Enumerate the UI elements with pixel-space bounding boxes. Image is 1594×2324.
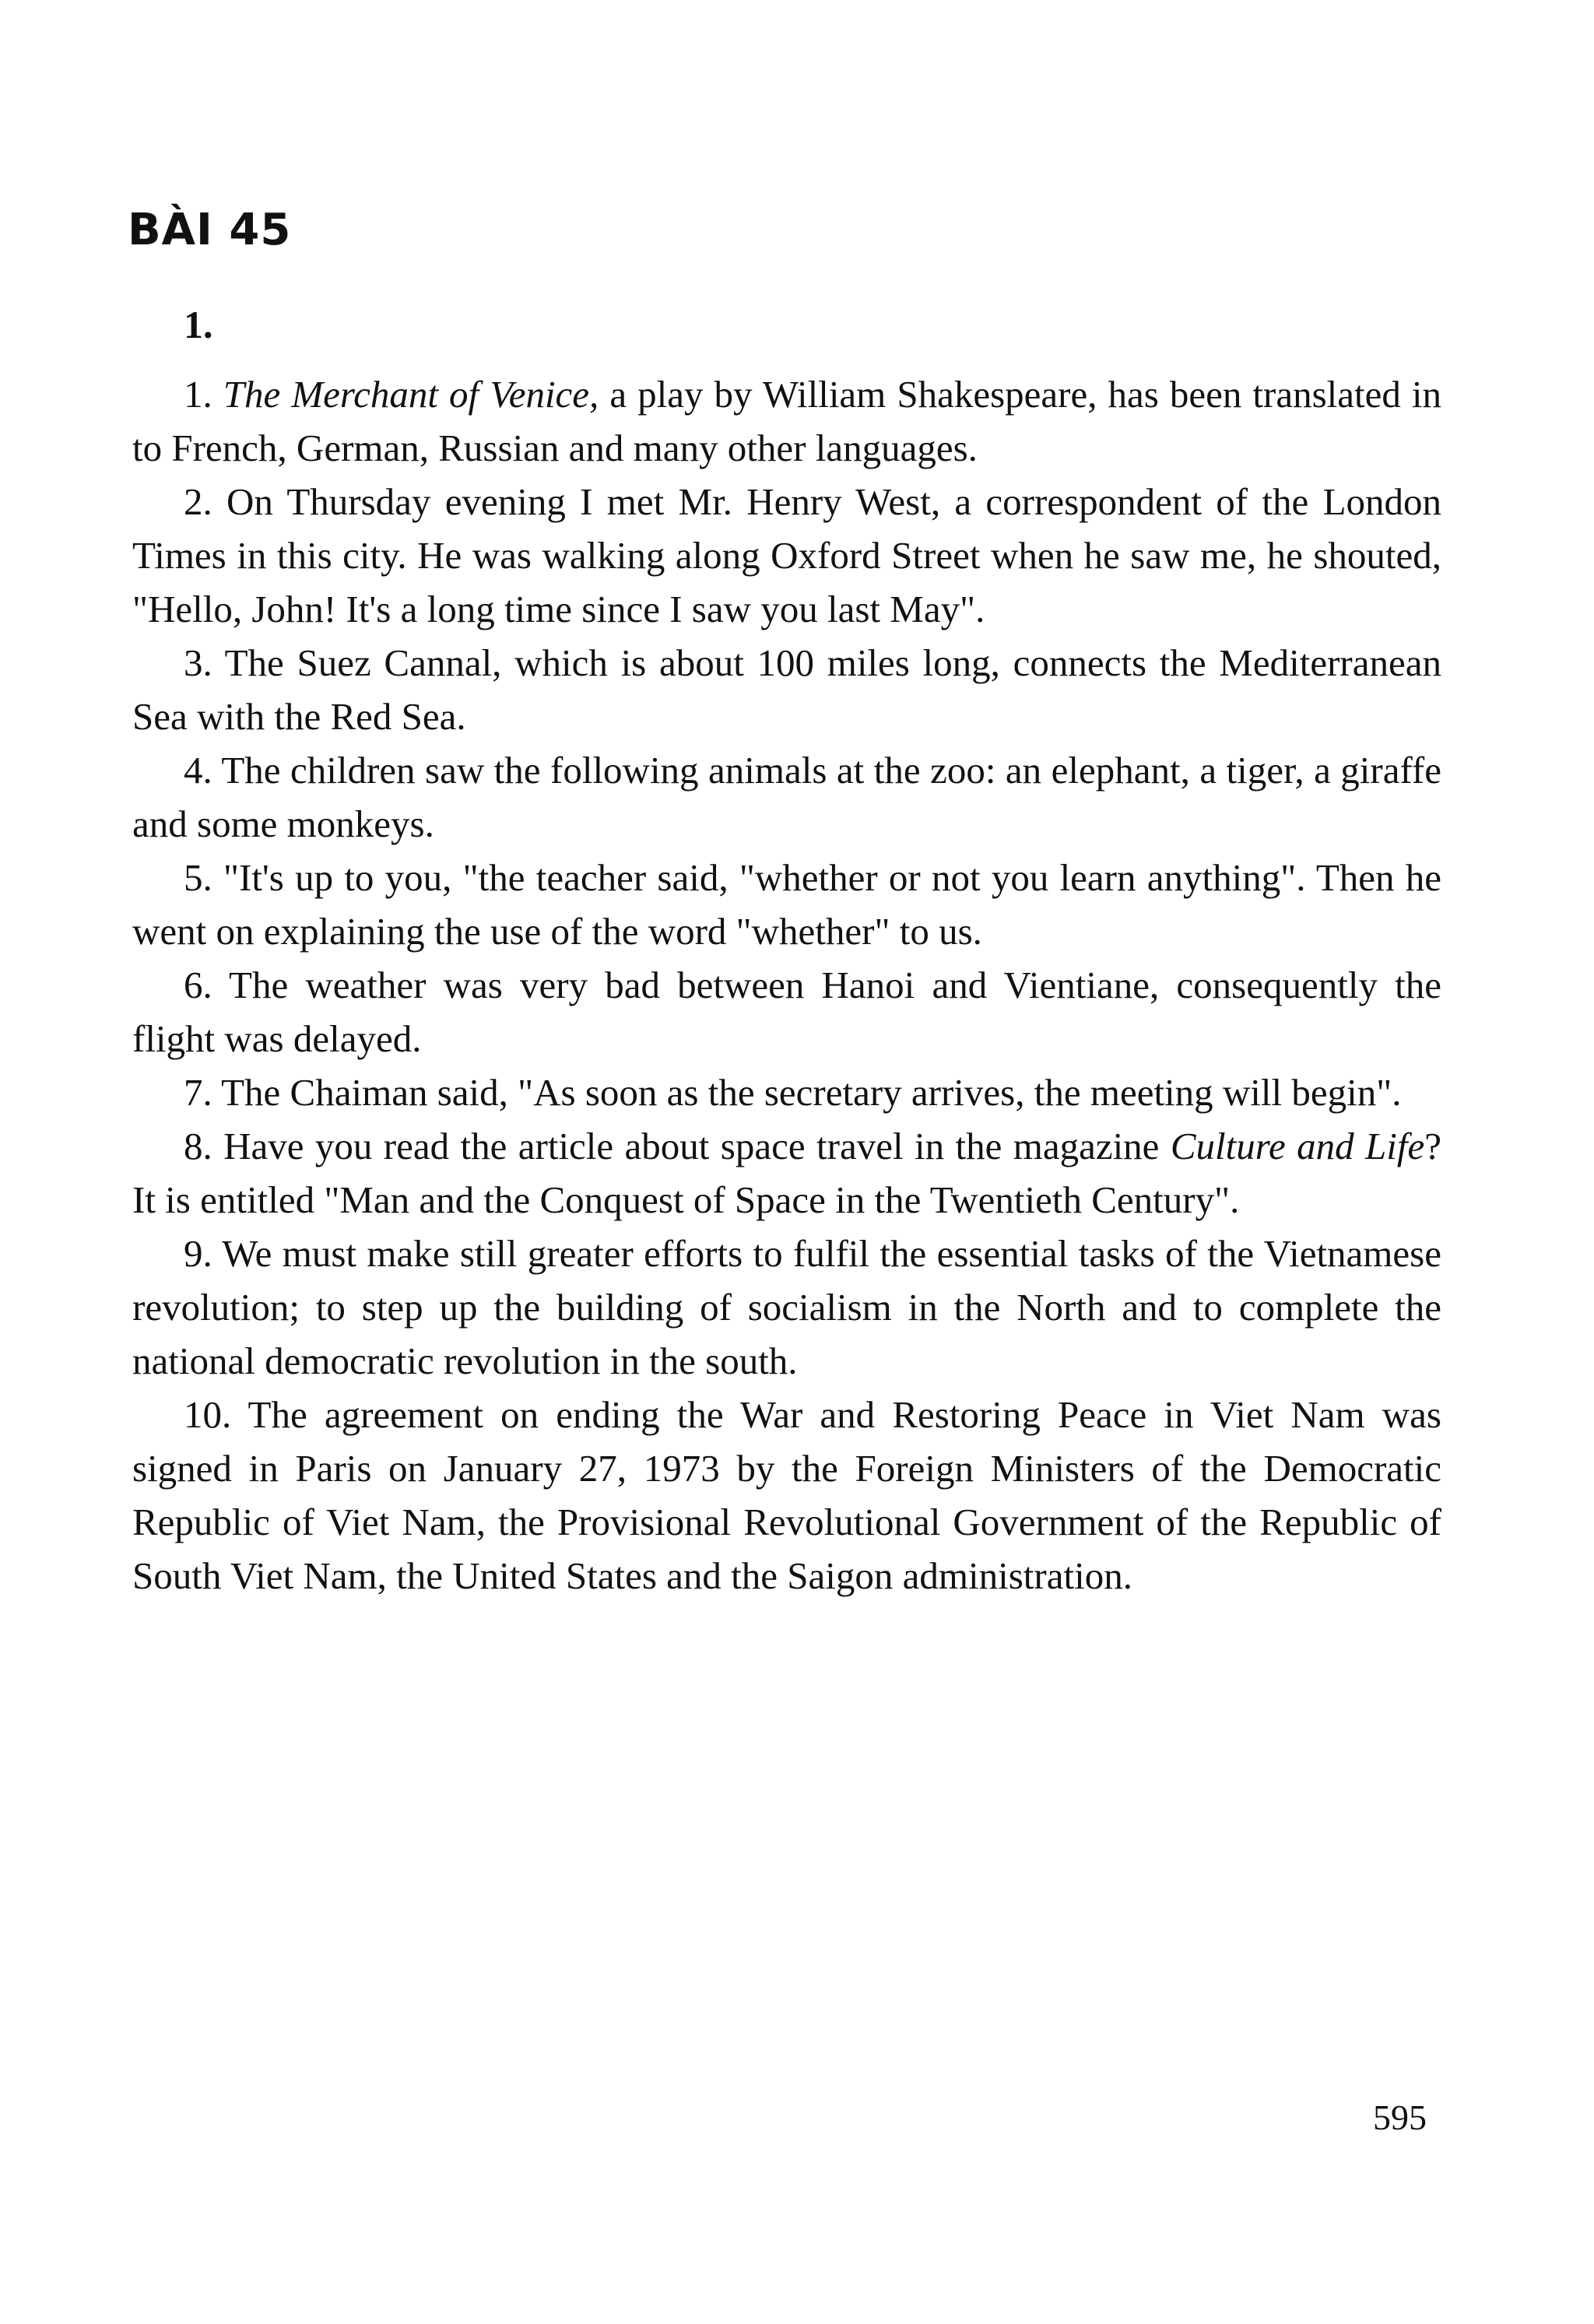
paragraph-text: We must make still greater efforts to fulfil the essential tasks of the Vietnamese revolution; to step up the building of socialism in the North and to complete the national democratic revolution in the south. xyxy=(132,1232,1441,1382)
page-number: 595 xyxy=(1373,2098,1427,2137)
section-number: 1. xyxy=(184,303,213,346)
paragraph-8 xyxy=(132,1119,1441,1227)
paragraph-1 xyxy=(132,367,1441,475)
paragraph-number: 7. xyxy=(184,1071,212,1114)
paragraph-number: 10. xyxy=(184,1393,232,1436)
paragraph-number: 1. xyxy=(184,373,212,416)
paragraph-text: On Thursday evening I met Mr. Henry West, a correspondent of the London Times in this city. He was walking along Oxford Street when he saw me, he shouted, "Hello, John! It's a long time since I saw you last May". xyxy=(132,480,1441,630)
paragraph-7 xyxy=(132,1065,1441,1119)
paragraph-9 xyxy=(132,1227,1441,1388)
paragraph-number: 5. xyxy=(184,856,212,899)
lesson-title: BÀI 45 xyxy=(128,205,292,255)
paragraph-number: 9. xyxy=(184,1232,212,1275)
paragraph-text: ? It is entitled "Man and the Conquest of Space in the Twentieth Century". xyxy=(132,1125,1441,1221)
paragraph-number: 2. xyxy=(184,480,212,523)
paragraph-number: 8. xyxy=(184,1125,212,1167)
italic-title: Culture and Life xyxy=(1170,1125,1425,1167)
paragraph-6 xyxy=(132,958,1441,1065)
paragraph-number: 4. xyxy=(184,749,212,792)
paragraph-number: 6. xyxy=(184,964,212,1006)
paragraph-text: The children saw the following animals at the zoo: an elephant, a tiger, a giraffe and some monkeys. xyxy=(132,749,1441,845)
paragraph-2 xyxy=(132,475,1441,636)
paragraph-3 xyxy=(132,636,1441,743)
paragraph-text: The agreement on ending the War and Restoring Peace in Viet Nam was signed in Paris on January 27, 1973 by the Foreign Ministers of the Democratic Republic of Viet Nam, the Provisional Revolutional Government of the Republic of South Viet Nam, the United States and the Saigon administration. xyxy=(132,1393,1441,1597)
paragraph-10 xyxy=(132,1388,1441,1603)
paragraph-5 xyxy=(132,851,1441,958)
paragraph-text: "It's up to you, "the teacher said, "whether or not you learn anything". Then he went on explaining the use of the word "whether" to us. xyxy=(132,856,1441,953)
paragraph-text: The Suez Cannal, which is about 100 miles long, connects the Mediterranean Sea with the Red Sea. xyxy=(132,641,1441,738)
paragraph-text: The Chaiman said, "As soon as the secretary arrives, the meeting will begin". xyxy=(221,1071,1402,1114)
paragraph-4 xyxy=(132,743,1441,851)
paragraph-number: 3. xyxy=(184,641,212,684)
italic-title: The Merchant of Venice, xyxy=(223,373,599,416)
paragraph-text: Have you read the article about space travel in the magazine xyxy=(223,1125,1160,1167)
exercise-text xyxy=(132,367,1441,1603)
paragraph-text: a play by William Shakespeare, has been translated in to French, German, Russian and many other languages. xyxy=(132,373,1442,469)
paragraph-text: The weather was very bad between Hanoi and Vientiane, consequently the flight was delayed. xyxy=(132,964,1441,1060)
